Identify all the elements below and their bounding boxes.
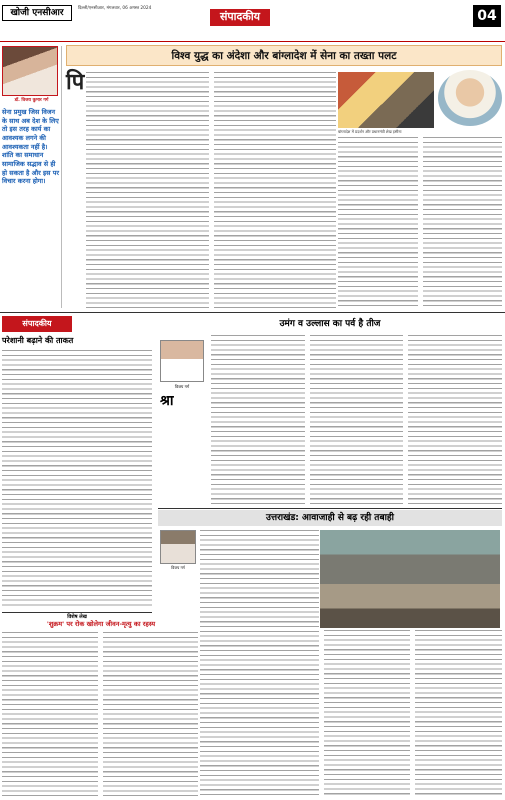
lead-article-body [66,72,336,308]
text-column [2,350,152,608]
author-photo [2,46,58,96]
lead-drop-cap: पि [66,70,85,95]
article-body [158,335,502,505]
text-column [324,630,411,796]
left-column [2,46,62,308]
text-column [415,630,502,796]
text-column [310,335,404,505]
section-divider [158,508,502,509]
dateline: दिल्ली/एनसीआर, मंगलवार, 06 अगस्त 2024 [78,6,152,11]
article-headline: उत्तराखंड: आवाजाही से बढ़ रही तबाही [158,510,502,526]
text-column [423,137,503,308]
lead-headline: विश्व युद्ध का अंदेशा और बांग्लादेश में सेना का तख्ता पलट [66,45,502,66]
text-column [86,72,208,308]
article-headline: 'शुक्रम' पर रोक खोलेगा जीवन-मृत्यु का रहस्य [46,620,156,628]
lead-article-continued [338,137,502,308]
author-name: डॉ. विजय कुमार गर्ग [14,98,49,103]
editorial-tag: संपादकीय [2,316,72,332]
flood-photo [320,530,500,628]
leader-portrait-photo [438,70,502,126]
newspaper-masthead: खोजी एनसीआर [2,5,72,21]
drop-cap: श्रा [160,393,174,409]
section-title: संपादकीय [210,9,270,26]
editorial-headline: परेशानी बढ़ाने की ताकत [2,336,74,345]
article-headline: उमंग व उल्लास का पर्व है तीज [279,319,381,329]
pull-quote: सेना प्रमुख जिस विजन के साथ अब देश के लिए तो इस तरह कार्य का आवश्यक लगने की आवश्यकता नहीं है। शांति का समाधान सामाजिक सद्भाव से ही हो सकता है और इस पर विचार करना होगा। [2,108,59,186]
text-column [408,335,502,505]
author-photo [160,530,196,564]
text-column [338,137,418,308]
page-header [0,0,505,42]
author-photo [160,340,204,382]
article-tag: विशेष लेख [2,612,152,621]
editorial-body [2,350,152,608]
text-column [2,632,98,796]
text-column [211,335,305,505]
text-column [103,632,199,796]
article-body [2,632,198,796]
byline: विजय गर्ग [171,565,185,570]
text-column [200,530,319,796]
byline: विजय गर्ग [174,384,190,389]
text-column [214,72,336,308]
page-number: 04 [473,5,501,27]
photo-caption: बांग्लादेश में प्रदर्शन और प्रधानमंत्री शेख हसीना [338,129,402,134]
protest-photo [338,72,434,128]
